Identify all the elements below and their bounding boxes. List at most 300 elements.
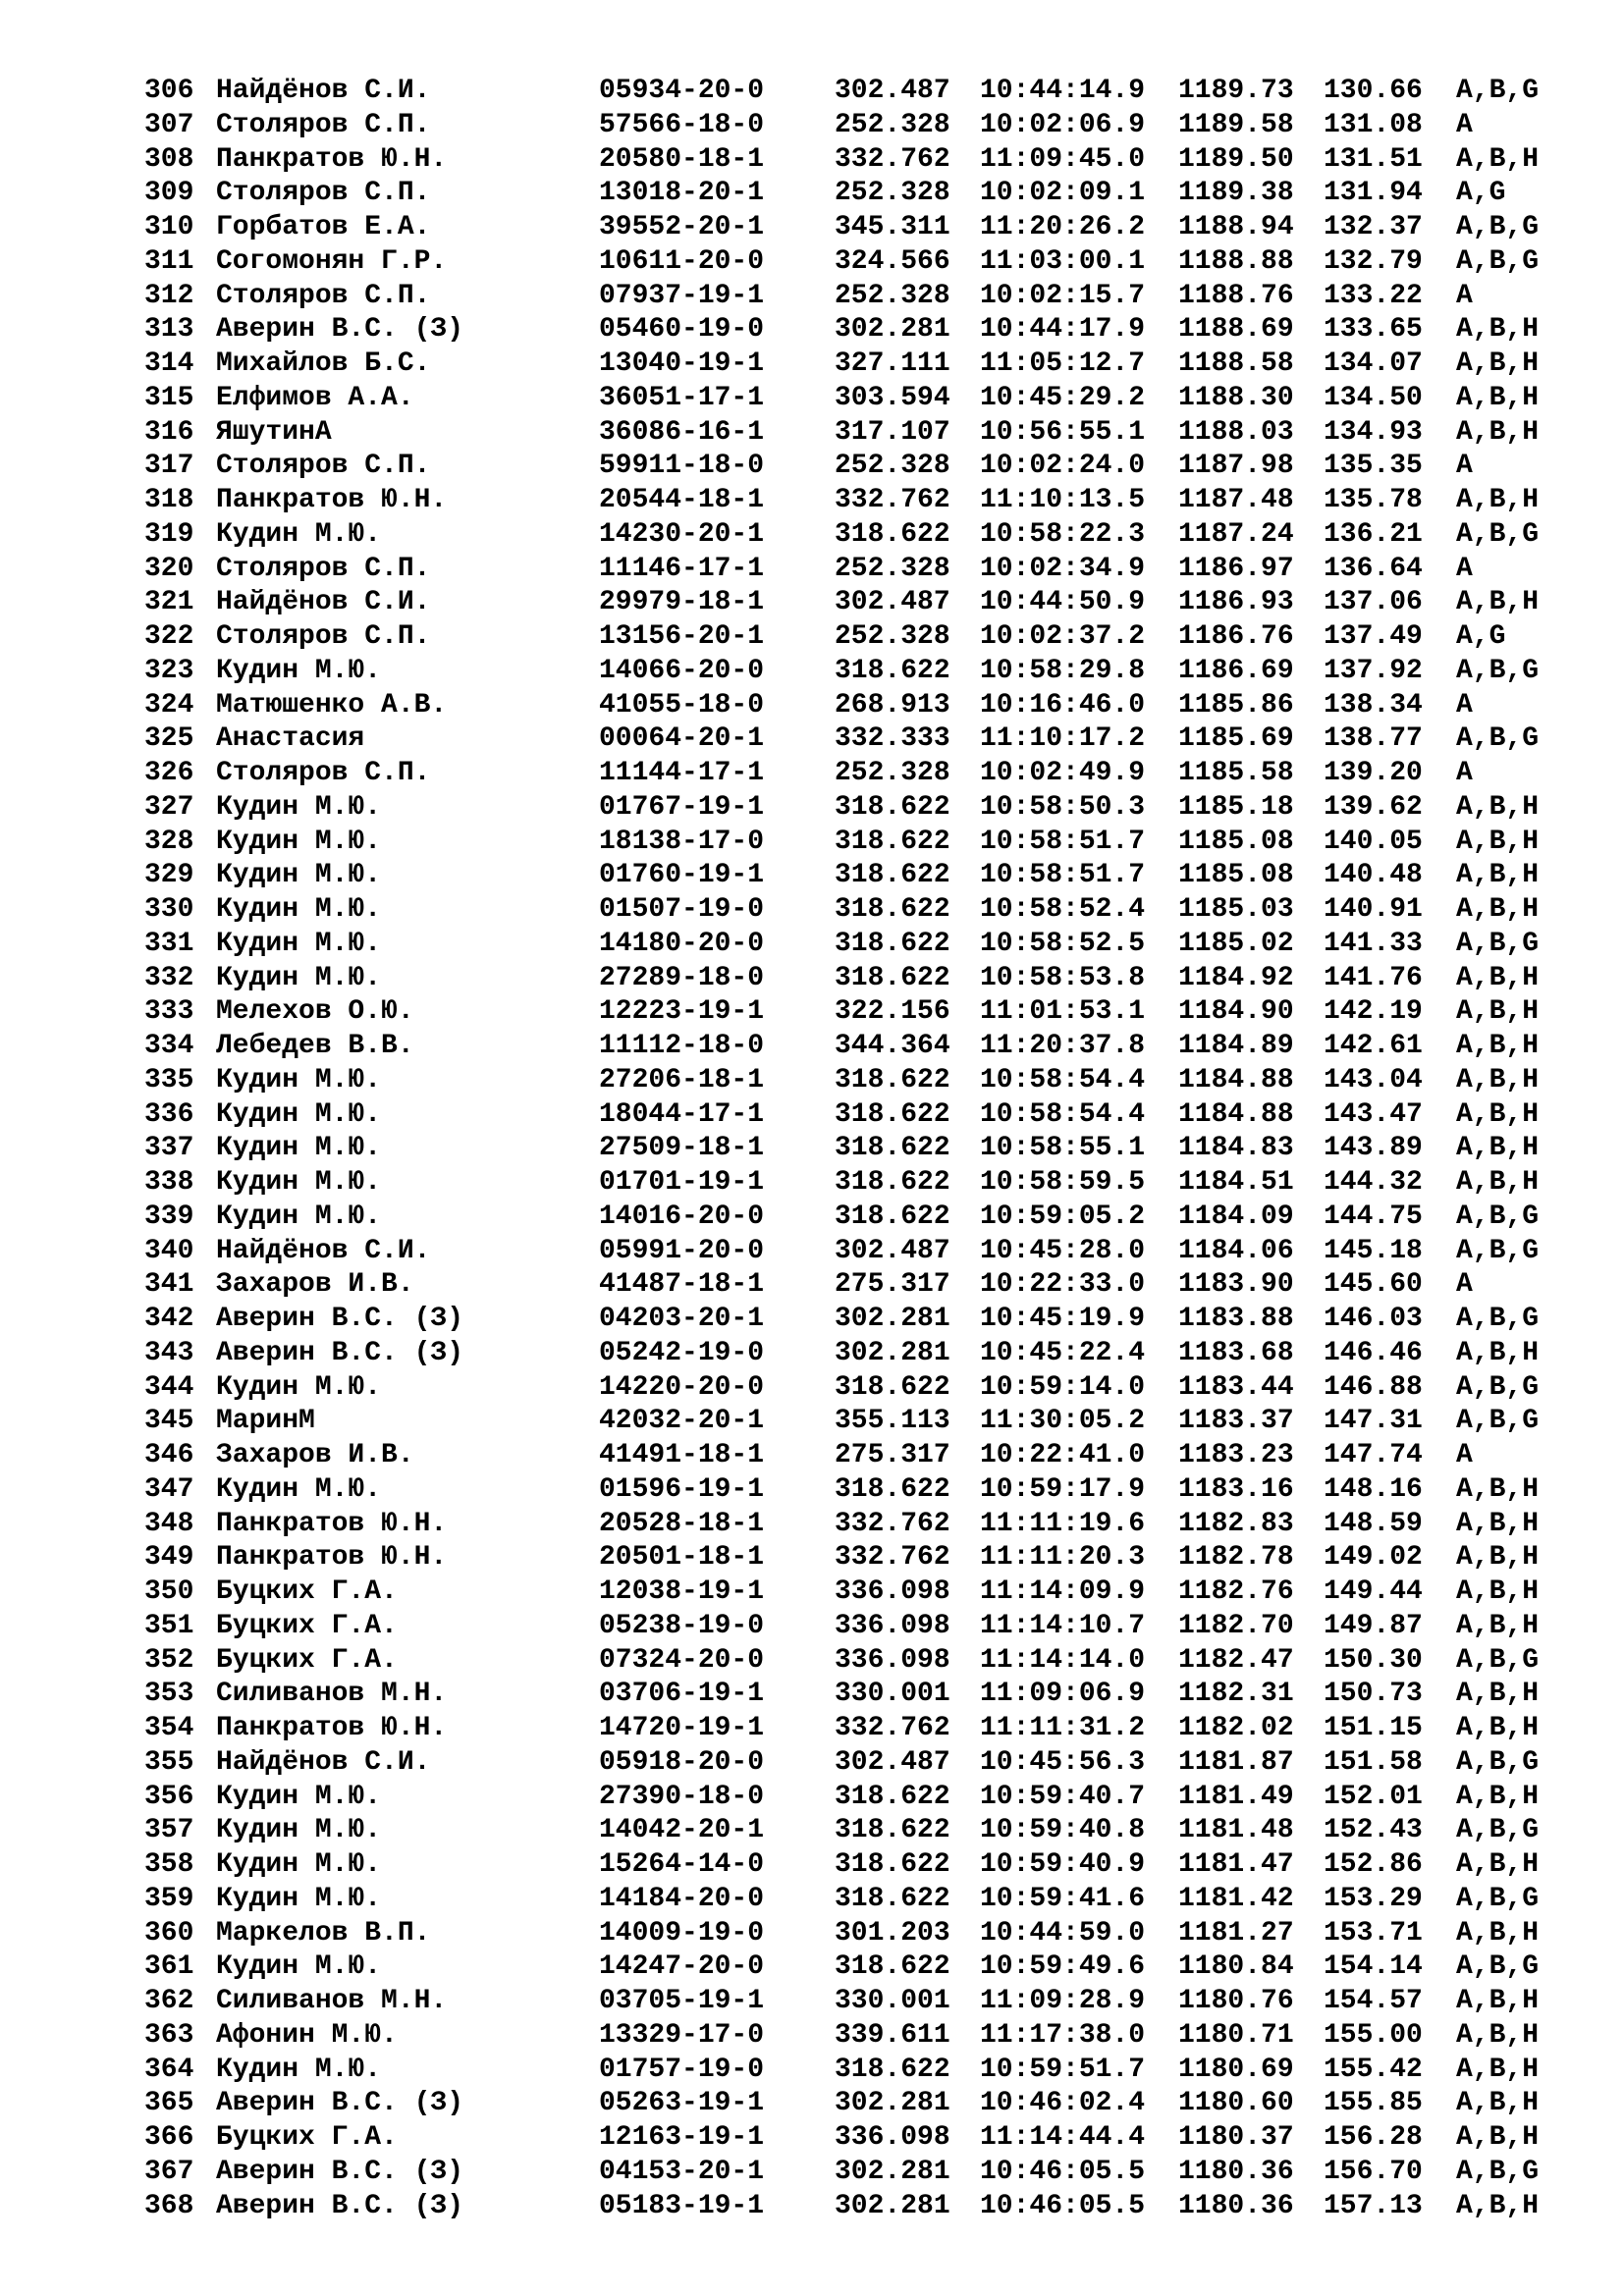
- ring-id: 13040-19-1: [599, 348, 765, 379]
- table-row: [144, 1575, 1558, 1610]
- class-codes: A,B,G: [1456, 1371, 1540, 1403]
- points: 134.93: [1324, 416, 1423, 448]
- points: 141.33: [1324, 928, 1423, 959]
- arrival-time: 11:09:06.9: [980, 1679, 1146, 1710]
- ring-id: 14009-19-0: [599, 1917, 765, 1949]
- participant-name: Кудин М.Ю.: [216, 826, 382, 857]
- points: 143.47: [1324, 1098, 1423, 1130]
- arrival-time: 10:59:51.7: [980, 2054, 1146, 2085]
- points: 135.78: [1324, 485, 1423, 515]
- points: 147.31: [1324, 1406, 1423, 1437]
- arrival-time: 10:44:14.9: [980, 76, 1146, 106]
- participant-name: Кудин М.Ю.: [216, 1883, 382, 1914]
- participant-name: Михайлов Б.С.: [216, 348, 431, 379]
- ring-id: 14247-20-0: [599, 1951, 765, 1983]
- speed: 1189.58: [1178, 109, 1294, 140]
- participant-name: Буцких Г.А.: [216, 1576, 398, 1607]
- speed: 1180.71: [1178, 2019, 1294, 2051]
- arrival-time: 10:59:40.8: [980, 1815, 1146, 1846]
- class-codes: A,B,G: [1456, 1201, 1540, 1232]
- class-codes: A,B,H: [1456, 1542, 1540, 1574]
- participant-name: Кудин М.Ю.: [216, 1201, 382, 1232]
- points: 134.50: [1324, 382, 1423, 413]
- points: 131.08: [1324, 109, 1423, 140]
- class-codes: A,B,G: [1456, 1644, 1540, 1676]
- points: 132.37: [1324, 212, 1423, 242]
- class-codes: A,B,H: [1456, 314, 1540, 346]
- points: 131.94: [1324, 178, 1423, 209]
- arrival-time: 11:10:13.5: [980, 485, 1146, 515]
- participant-name: Аверин В.С. (З): [216, 2156, 464, 2187]
- class-codes: A,B,H: [1456, 143, 1540, 175]
- ring-id: 41487-18-1: [599, 1269, 765, 1301]
- row-number: 308: [144, 143, 194, 175]
- class-codes: A,B,G: [1456, 1746, 1540, 1778]
- distance: 302.281: [835, 1337, 950, 1368]
- arrival-time: 10:46:05.5: [980, 2190, 1146, 2221]
- arrival-time: 10:59:41.6: [980, 1883, 1146, 1914]
- speed: 1182.47: [1178, 1644, 1294, 1676]
- points: 143.89: [1324, 1133, 1423, 1164]
- class-codes: A,B,H: [1456, 1679, 1540, 1710]
- speed: 1185.03: [1178, 894, 1294, 925]
- arrival-time: 10:59:40.7: [980, 1781, 1146, 1812]
- speed: 1180.37: [1178, 2122, 1294, 2153]
- points: 151.58: [1324, 1746, 1423, 1778]
- speed: 1187.24: [1178, 518, 1294, 550]
- ring-id: 15264-14-0: [599, 1849, 765, 1880]
- arrival-time: 11:14:14.0: [980, 1644, 1146, 1676]
- row-number: 334: [144, 1031, 194, 1061]
- distance: 275.317: [835, 1269, 950, 1301]
- speed: 1188.03: [1178, 416, 1294, 448]
- class-codes: A,B,H: [1456, 2190, 1540, 2221]
- row-number: 340: [144, 1235, 194, 1266]
- points: 136.64: [1324, 553, 1423, 584]
- distance: 252.328: [835, 553, 950, 584]
- arrival-time: 10:45:56.3: [980, 1746, 1146, 1778]
- arrival-time: 11:11:20.3: [980, 1542, 1146, 1574]
- table-row: [144, 1166, 1558, 1201]
- table-row: [144, 1132, 1558, 1166]
- ring-id: 03706-19-1: [599, 1679, 765, 1710]
- arrival-time: 10:59:49.6: [980, 1951, 1146, 1983]
- arrival-time: 10:56:55.1: [980, 416, 1146, 448]
- row-number: 362: [144, 1986, 194, 2016]
- table-row: [144, 450, 1558, 484]
- participant-name: Анастасия: [216, 723, 365, 755]
- participant-name: Согомонян Г.Р.: [216, 245, 448, 277]
- distance: 302.281: [835, 314, 950, 346]
- table-row: [144, 416, 1558, 451]
- row-number: 322: [144, 621, 194, 652]
- table-row: [144, 484, 1558, 518]
- class-codes: A,B,H: [1456, 860, 1540, 891]
- table-row: [144, 2087, 1558, 2121]
- class-codes: A,B,G: [1456, 212, 1540, 242]
- speed: 1183.44: [1178, 1371, 1294, 1403]
- class-codes: A,B,G: [1456, 1235, 1540, 1266]
- ring-id: 10611-20-0: [599, 245, 765, 277]
- row-number: 329: [144, 860, 194, 891]
- participant-name: Буцких Г.А.: [216, 1644, 398, 1676]
- speed: 1180.36: [1178, 2190, 1294, 2221]
- speed: 1185.86: [1178, 689, 1294, 721]
- participant-name: Буцких Г.А.: [216, 1610, 398, 1641]
- distance: 252.328: [835, 758, 950, 788]
- table-row: [144, 995, 1558, 1030]
- table-row: [144, 791, 1558, 826]
- table-row: [144, 2121, 1558, 2156]
- speed: 1189.73: [1178, 76, 1294, 106]
- row-number: 363: [144, 2019, 194, 2051]
- speed: 1181.87: [1178, 1746, 1294, 1778]
- ring-id: 41491-18-1: [599, 1440, 765, 1470]
- points: 153.29: [1324, 1883, 1423, 1914]
- ring-id: 14066-20-0: [599, 655, 765, 686]
- row-number: 325: [144, 723, 194, 755]
- participant-name: Буцких Г.А.: [216, 2122, 398, 2153]
- ring-id: 04153-20-1: [599, 2156, 765, 2187]
- distance: 318.622: [835, 928, 950, 959]
- participant-name: Кудин М.Ю.: [216, 1064, 382, 1095]
- ring-id: 27206-18-1: [599, 1064, 765, 1095]
- class-codes: A,B,H: [1456, 1781, 1540, 1812]
- arrival-time: 10:02:49.9: [980, 758, 1146, 788]
- class-codes: A,B,H: [1456, 2054, 1540, 2085]
- participant-name: Аверин В.С. (З): [216, 2190, 464, 2221]
- row-number: 326: [144, 758, 194, 788]
- points: 137.49: [1324, 621, 1423, 652]
- points: 148.59: [1324, 1508, 1423, 1539]
- points: 157.13: [1324, 2190, 1423, 2221]
- speed: 1188.30: [1178, 382, 1294, 413]
- ring-id: 13329-17-0: [599, 2019, 765, 2051]
- arrival-time: 10:22:41.0: [980, 1440, 1146, 1470]
- distance: 303.594: [835, 382, 950, 413]
- distance: 318.622: [835, 655, 950, 686]
- distance: 302.487: [835, 587, 950, 618]
- row-number: 313: [144, 314, 194, 346]
- row-number: 317: [144, 451, 194, 482]
- distance: 336.098: [835, 1644, 950, 1676]
- distance: 252.328: [835, 280, 950, 311]
- participant-name: Столяров С.П.: [216, 621, 431, 652]
- ring-id: 13018-20-1: [599, 178, 765, 209]
- speed: 1183.16: [1178, 1473, 1294, 1505]
- ring-id: 05242-19-0: [599, 1337, 765, 1368]
- distance: 318.622: [835, 1167, 950, 1198]
- ring-id: 00064-20-1: [599, 723, 765, 755]
- speed: 1186.93: [1178, 587, 1294, 618]
- arrival-time: 10:44:59.0: [980, 1917, 1146, 1949]
- table-row: [144, 1508, 1558, 1542]
- distance: 318.622: [835, 894, 950, 925]
- participant-name: Найдёнов С.И.: [216, 76, 431, 106]
- table-row: [144, 2156, 1558, 2190]
- points: 140.48: [1324, 860, 1423, 891]
- ring-id: 27390-18-0: [599, 1781, 765, 1812]
- speed: 1189.50: [1178, 143, 1294, 175]
- class-codes: A,B,H: [1456, 1167, 1540, 1198]
- row-number: 345: [144, 1406, 194, 1437]
- arrival-time: 10:02:34.9: [980, 553, 1146, 584]
- arrival-time: 10:58:53.8: [980, 962, 1146, 993]
- class-codes: A: [1456, 758, 1473, 788]
- results-table: [144, 75, 1558, 2223]
- table-row: [144, 1712, 1558, 1746]
- ring-id: 01760-19-1: [599, 860, 765, 891]
- arrival-time: 11:10:17.2: [980, 723, 1146, 755]
- distance: 318.622: [835, 518, 950, 550]
- distance: 318.622: [835, 2054, 950, 2085]
- distance: 302.281: [835, 2156, 950, 2187]
- ring-id: 39552-20-1: [599, 212, 765, 242]
- ring-id: 12223-19-1: [599, 996, 765, 1028]
- speed: 1183.90: [1178, 1269, 1294, 1301]
- ring-id: 11144-17-1: [599, 758, 765, 788]
- table-row: [144, 826, 1558, 860]
- participant-name: Кудин М.Ю.: [216, 1371, 382, 1403]
- speed: 1182.31: [1178, 1679, 1294, 1710]
- table-row: [144, 1985, 1558, 2019]
- points: 156.70: [1324, 2156, 1423, 2187]
- participant-name: Столяров С.П.: [216, 451, 431, 482]
- points: 152.01: [1324, 1781, 1423, 1812]
- row-number: 368: [144, 2190, 194, 2221]
- row-number: 333: [144, 996, 194, 1028]
- participant-name: Горбатов Е.А.: [216, 212, 431, 242]
- class-codes: A,B,H: [1456, 1986, 1540, 2016]
- row-number: 337: [144, 1133, 194, 1164]
- table-row: [144, 1814, 1558, 1848]
- arrival-time: 10:59:14.0: [980, 1371, 1146, 1403]
- table-row: [144, 1883, 1558, 1917]
- class-codes: A,B,H: [1456, 1576, 1540, 1607]
- arrival-time: 10:58:22.3: [980, 518, 1146, 550]
- distance: 318.622: [835, 1133, 950, 1164]
- ring-id: 04203-20-1: [599, 1304, 765, 1334]
- arrival-time: 10:02:15.7: [980, 280, 1146, 311]
- speed: 1184.09: [1178, 1201, 1294, 1232]
- class-codes: A,B,H: [1456, 348, 1540, 379]
- ring-id: 27289-18-0: [599, 962, 765, 993]
- table-row: [144, 75, 1558, 109]
- row-number: 335: [144, 1064, 194, 1095]
- speed: 1189.38: [1178, 178, 1294, 209]
- arrival-time: 11:01:53.1: [980, 996, 1146, 1028]
- points: 142.19: [1324, 996, 1423, 1028]
- points: 149.44: [1324, 1576, 1423, 1607]
- class-codes: A,B,H: [1456, 826, 1540, 857]
- points: 150.30: [1324, 1644, 1423, 1676]
- row-number: 314: [144, 348, 194, 379]
- points: 153.71: [1324, 1917, 1423, 1949]
- table-row: [144, 177, 1558, 211]
- table-row: [144, 689, 1558, 723]
- table-row: [144, 586, 1558, 620]
- table-row: [144, 2190, 1558, 2224]
- class-codes: A,B,G: [1456, 723, 1540, 755]
- table-row: [144, 1917, 1558, 1951]
- distance: 339.611: [835, 2019, 950, 2051]
- distance: 332.762: [835, 1713, 950, 1743]
- row-number: 311: [144, 245, 194, 277]
- table-row: [144, 962, 1558, 996]
- speed: 1184.51: [1178, 1167, 1294, 1198]
- arrival-time: 10:02:06.9: [980, 109, 1146, 140]
- row-number: 332: [144, 962, 194, 993]
- distance: 318.622: [835, 791, 950, 823]
- participant-name: Захаров И.В.: [216, 1440, 414, 1470]
- class-codes: A,G: [1456, 621, 1506, 652]
- participant-name: Кудин М.Ю.: [216, 1473, 382, 1505]
- participant-name: Аверин В.С. (З): [216, 314, 464, 346]
- distance: 275.317: [835, 1440, 950, 1470]
- speed: 1185.02: [1178, 928, 1294, 959]
- participant-name: Столяров С.П.: [216, 178, 431, 209]
- distance: 318.622: [835, 1781, 950, 1812]
- points: 156.28: [1324, 2122, 1423, 2153]
- table-row: [144, 859, 1558, 893]
- arrival-time: 11:11:19.6: [980, 1508, 1146, 1539]
- participant-name: Силиванов М.Н.: [216, 1679, 448, 1710]
- class-codes: A,B,H: [1456, 1064, 1540, 1095]
- participant-name: Аверин В.С. (З): [216, 1337, 464, 1368]
- class-codes: A,B,H: [1456, 382, 1540, 413]
- ring-id: 01757-19-0: [599, 2054, 765, 2085]
- speed: 1185.08: [1178, 860, 1294, 891]
- speed: 1183.68: [1178, 1337, 1294, 1368]
- distance: 336.098: [835, 1610, 950, 1641]
- distance: 318.622: [835, 1849, 950, 1880]
- speed: 1182.78: [1178, 1542, 1294, 1574]
- table-row: [144, 1030, 1558, 1064]
- ring-id: 36086-16-1: [599, 416, 765, 448]
- speed: 1185.69: [1178, 723, 1294, 755]
- class-codes: A: [1456, 1440, 1473, 1470]
- participant-name: Найдёнов С.И.: [216, 587, 431, 618]
- distance: 302.487: [835, 1235, 950, 1266]
- class-codes: A: [1456, 1269, 1473, 1301]
- ring-id: 05991-20-0: [599, 1235, 765, 1266]
- speed: 1181.48: [1178, 1815, 1294, 1846]
- arrival-time: 10:02:09.1: [980, 178, 1146, 209]
- arrival-time: 10:02:37.2: [980, 621, 1146, 652]
- row-number: 355: [144, 1746, 194, 1778]
- distance: 252.328: [835, 451, 950, 482]
- points: 138.34: [1324, 689, 1423, 721]
- points: 134.07: [1324, 348, 1423, 379]
- participant-name: Кудин М.Ю.: [216, 1133, 382, 1164]
- arrival-time: 10:44:50.9: [980, 587, 1146, 618]
- points: 137.06: [1324, 587, 1423, 618]
- distance: 336.098: [835, 1576, 950, 1607]
- distance: 330.001: [835, 1679, 950, 1710]
- speed: 1184.88: [1178, 1064, 1294, 1095]
- arrival-time: 10:22:33.0: [980, 1269, 1146, 1301]
- table-row: [144, 109, 1558, 143]
- distance: 318.622: [835, 1473, 950, 1505]
- ring-id: 01596-19-1: [599, 1473, 765, 1505]
- row-number: 323: [144, 655, 194, 686]
- distance: 252.328: [835, 621, 950, 652]
- ring-id: 03705-19-1: [599, 1986, 765, 2016]
- row-number: 331: [144, 928, 194, 959]
- distance: 252.328: [835, 178, 950, 209]
- points: 146.88: [1324, 1371, 1423, 1403]
- distance: 318.622: [835, 826, 950, 857]
- arrival-time: 10:58:55.1: [980, 1133, 1146, 1164]
- ring-id: 18138-17-0: [599, 826, 765, 857]
- participant-name: Маркелов В.П.: [216, 1917, 431, 1949]
- class-codes: A,B,G: [1456, 2156, 1540, 2187]
- distance: 332.762: [835, 143, 950, 175]
- row-number: 349: [144, 1542, 194, 1574]
- participant-name: Кудин М.Ю.: [216, 2054, 382, 2085]
- arrival-time: 10:58:54.4: [980, 1064, 1146, 1095]
- distance: 324.566: [835, 245, 950, 277]
- participant-name: Столяров С.П.: [216, 553, 431, 584]
- row-number: 315: [144, 382, 194, 413]
- arrival-time: 11:14:10.7: [980, 1610, 1146, 1641]
- participant-name: Кудин М.Ю.: [216, 1951, 382, 1983]
- points: 139.20: [1324, 758, 1423, 788]
- speed: 1184.88: [1178, 1098, 1294, 1130]
- distance: 332.762: [835, 485, 950, 515]
- ring-id: 59911-18-0: [599, 451, 765, 482]
- row-number: 344: [144, 1371, 194, 1403]
- table-row: [144, 1678, 1558, 1712]
- speed: 1181.27: [1178, 1917, 1294, 1949]
- row-number: 360: [144, 1917, 194, 1949]
- table-row: [144, 211, 1558, 245]
- arrival-time: 11:09:45.0: [980, 143, 1146, 175]
- class-codes: A,B,H: [1456, 2088, 1540, 2119]
- participant-name: Панкратов Ю.Н.: [216, 143, 448, 175]
- distance: 318.622: [835, 962, 950, 993]
- arrival-time: 10:58:50.3: [980, 791, 1146, 823]
- points: 136.21: [1324, 518, 1423, 550]
- participant-name: Кудин М.Ю.: [216, 1849, 382, 1880]
- distance: 301.203: [835, 1917, 950, 1949]
- table-row: [144, 1746, 1558, 1781]
- ring-id: 13156-20-1: [599, 621, 765, 652]
- row-number: 307: [144, 109, 194, 140]
- row-number: 351: [144, 1610, 194, 1641]
- arrival-time: 10:45:28.0: [980, 1235, 1146, 1266]
- speed: 1186.69: [1178, 655, 1294, 686]
- class-codes: A,G: [1456, 178, 1506, 209]
- points: 143.04: [1324, 1064, 1423, 1095]
- distance: 317.107: [835, 416, 950, 448]
- points: 155.85: [1324, 2088, 1423, 2119]
- row-number: 328: [144, 826, 194, 857]
- class-codes: A,B,G: [1456, 655, 1540, 686]
- table-row: [144, 893, 1558, 928]
- arrival-time: 10:59:17.9: [980, 1473, 1146, 1505]
- participant-name: ЯшутинА: [216, 416, 332, 448]
- table-row: [144, 313, 1558, 347]
- row-number: 330: [144, 894, 194, 925]
- participant-name: Кудин М.Ю.: [216, 894, 382, 925]
- distance: 302.487: [835, 1746, 950, 1778]
- ring-id: 57566-18-0: [599, 109, 765, 140]
- table-row: [144, 2054, 1558, 2088]
- ring-id: 14180-20-0: [599, 928, 765, 959]
- row-number: 316: [144, 416, 194, 448]
- row-number: 309: [144, 178, 194, 209]
